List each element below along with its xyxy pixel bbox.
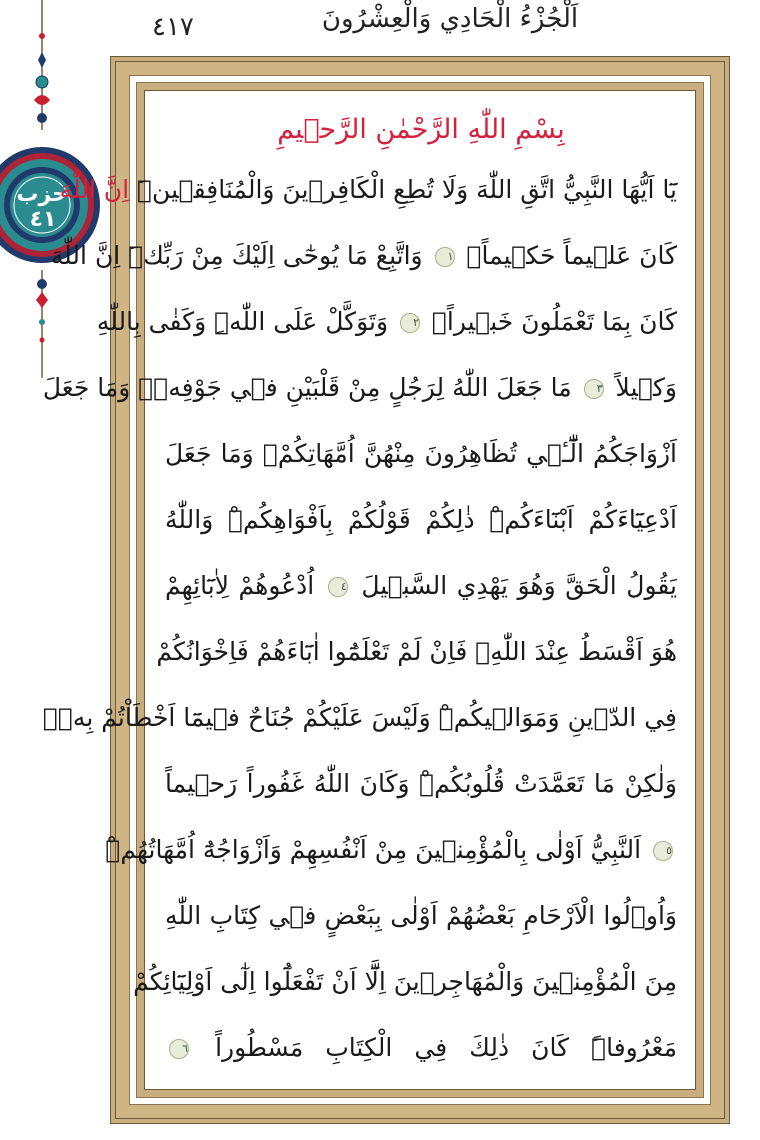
verse-text: مِنَ الْمُؤْمِن۪ينَ وَالْمُهَاجِر۪ينَ اِلَّٓا اَنْ تَفْعَلُٓوا اِلٰٓى اَوْلِيَٓائِكُمْ [133,967,677,996]
verse-text: كَانَ بِمَا تَعْمَلُونَ خَب۪يراًۙ [423,307,677,336]
page-number: ٤١٧ [152,12,194,42]
verse-text: يَقُولُ الْحَقَّ وَهُوَ يَهْدِي السَّب۪يلَ [351,571,677,600]
verse-text: فِي الدّ۪ينِ وَمَوَال۪يكُمْۜ وَلَيْسَ عَلَيْكُمْ جُنَاحٌ ف۪يمَٓا اَخْطَاْتُمْ بِه۪ۙ [42,703,677,732]
verse-text: وَلٰكِنْ مَا تَعَمَّدَتْ قُلُوبُكُمْۜ وَكَانَ اللّٰهُ غَفُوراً رَح۪يماً [165,769,677,798]
verse-text: وَك۪يلاً [607,373,677,402]
verse-line [165,557,677,615]
verse-line [165,1019,677,1077]
ayah-number-marker: ٦ [169,1039,189,1059]
verse-text: مَعْرُوفاًۜ كَانَ ذٰلِكَ فِي الْكِتَابِ مَسْطُوراً [193,1033,677,1062]
verse-line [165,887,677,945]
verse-line [59,161,677,219]
verse-line [50,227,677,285]
verse-text: يَٓا اَيُّهَا النَّبِيُّ اتَّقِ اللّٰهَ وَلَا تُطِعِ الْكَافِر۪ينَ وَالْمُنَافِق۪ينَۜ [129,175,677,204]
verse-line [42,689,677,747]
verse-line [42,359,677,417]
verse-text: وَتَوَكَّلْ عَلَى اللّٰهِۜ وَكَفٰى بِاللّٰهِ [96,307,396,336]
verse-line [133,953,677,1011]
verse-text: اَدْعِيَٓاءَكُمْ اَبْنَٓاءَكُمْۜ ذٰلِكُمْ قَوْلُكُمْ بِاَفْوَاهِكُمْۜ وَاللّٰهُ [165,505,677,534]
verse-line [165,425,677,483]
verse-text: وَاُو۬لُوا الْاَرْحَامِ بَعْضُهُمْ اَوْلٰى بِبَعْضٍ ف۪ي كِتَابِ اللّٰهِ [165,901,677,930]
verse-text-red: اِنَّ اللّٰهَ [59,175,130,204]
verse-text: مَا جَعَلَ اللّٰهُ لِرَجُلٍ مِنْ قَلْبَيْنِ ف۪ي جَوْفِه۪ۚ وَمَا جَعَلَ [42,373,580,402]
verse-line [96,293,677,351]
verse-text: اُدْعُوهُمْ لِاٰبَٓائِهِمْ [165,571,324,600]
verse-text: اَلنَّبِيُّ اَوْلٰى بِالْمُؤْمِن۪ينَ مِنْ اَنْفُسِهِمْ وَاَزْوَاجُهُٓ اُمَّهَاتُهُمْۜ [105,835,649,864]
verse-line [165,755,677,813]
ayah-number-marker: ٣ [584,379,604,399]
verse-line [105,821,677,879]
hizb-label: حزب ٤١ [16,182,68,232]
verse-text: كَانَ عَل۪يماً حَك۪يماًۙ [458,241,677,270]
juz-title: اَلْجُزْءُ الْحَادِي وَالْعِشْرُونَ [321,4,579,34]
verse-text: وَاتَّبِعْ مَا يُوحٰٓى اِلَيْكَ مِنْ رَبِّكَۜ اِنَّ اللّٰهَ [50,241,431,270]
verse-text: هُوَ اَقْسَطُ عِنْدَ اللّٰهِۚ فَاِنْ لَمْ تَعْلَمُٓوا اٰبَٓاءَهُمْ فَاِخْوَانُكُمْ [156,637,677,666]
verse-line [165,491,677,549]
basmala: بِسْمِ اللّٰهِ الرَّحْمٰنِ الرَّح۪يمِ [277,114,565,145]
ayah-number-marker: ١ [435,247,455,267]
verse-text: اَزْوَاجَكُمُ الّٰٓـ۪ٔي تُظَاهِرُونَ مِنْهُنَّ اُمَّهَاتِكُمْۚ وَمَا جَعَلَ [165,439,677,468]
verse-line [156,623,677,681]
ayah-number-marker: ٢ [400,313,420,333]
ayah-number-marker: ٤ [328,577,348,597]
ayah-number-marker: ٥ [653,841,673,861]
